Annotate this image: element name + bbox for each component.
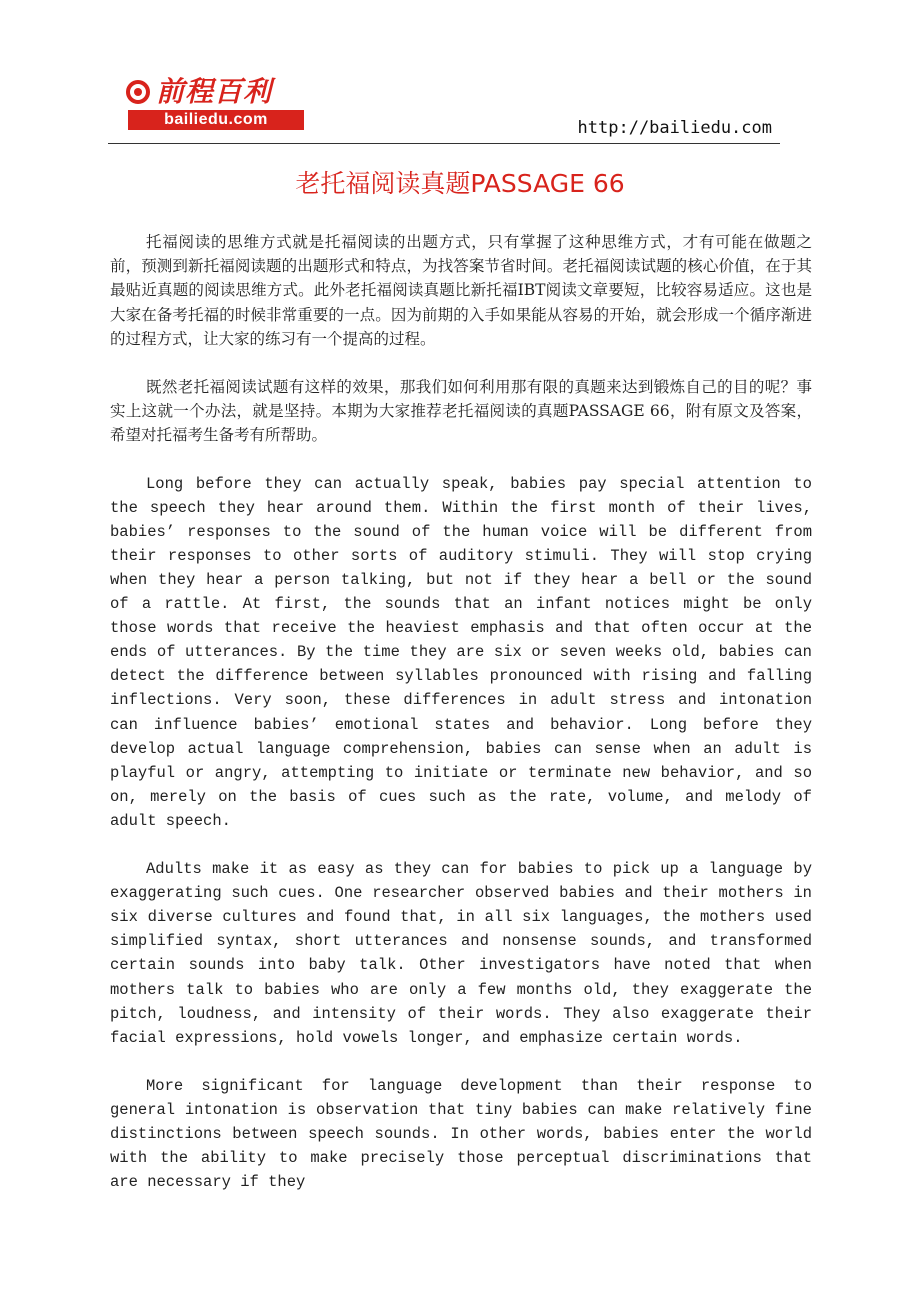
passage-paragraph-1: Long before they can actually speak, babies pay special attention to the speech they hear around them. Within the first month of their lives, babies’ responses to the sound of the human voice will be different from their responses to other sorts of auditory stimuli. They will stop crying when they hear a person talking, but not if they hear a bell or the sound of a rattle. At first, the sounds that an infant notices might be only those words that receive the heaviest emphasis and that often occur at the ends of utterances. By the time they are six or seven weeks old, babies can detect the difference between syllables pronounced with rising and falling inflections. Very soon, these differences in adult stress and intonation can influence babies’ emotional states and behavior. Long before they develop actual language comprehension, babies can sense when an adult is playful or angry, attempting to initiate or terminate new behavior, and so on, merely on the basis of cues such as the rate, volume, and melody of adult speech. (110, 474, 812, 830)
logo-top-row (126, 76, 306, 108)
intro-paragraph-2: 既然老托福阅读试题有这样的效果，那我们如何利用那有限的真题来达到锻炼自己的目的呢？事实上这就一个办法，就是坚持。本期为大家推荐老托福阅读的真题PASSAGE 66，附有原文及答案，希望对托福考生备考有所帮助。 (110, 378, 812, 445)
logo-chinese-name: 前程百利 (156, 75, 273, 108)
logo-swirl-icon (126, 80, 150, 104)
page-header (0, 0, 920, 150)
passage-paragraph-2: Adults make it as easy as they can for babies to pick up a language by exaggerating such cues. One researcher observed babies and their mothers in six diverse cultures and found that, in all six languages, the mothers used simplified syntax, short utterances and nonsense sounds, and transformed certain sounds into baby talk. Other investigators have noted that when mothers talk to babies who are only a few months old, they exaggerate the pitch, loudness, and intensity of their words. They also exaggerate their facial expressions, hold vowels longer, and emphasize certain words. (110, 860, 812, 1047)
site-url[interactable]: http://bailiedu.com (577, 118, 772, 138)
page-title: 老托福阅读真题PASSAGE 66 (295, 169, 625, 198)
article-body (110, 230, 812, 1218)
bailiedu-logo[interactable] (126, 76, 306, 132)
header-divider (108, 143, 780, 144)
passage-paragraph-3: More significant for language development than their response to general intonation is observation that tiny babies can make relatively fine distinctions between speech sounds. In other words, babies enter the world with the ability to make precisely those perceptual discriminations that are necessary if they (110, 1076, 812, 1192)
intro-paragraph-1: 托福阅读的思维方式就是托福阅读的出题方式，只有掌握了这种思维方式，才有可能在做题之前，预测到新托福阅读题的出题形式和特点，为找答案节省时间。老托福阅读试题的核心价值，在于其最贴近真题的阅读思维方式。此外老托福阅读真题比新托福IBT阅读文章要短，比较容易适应。这也是大家在备考托福的时候非常重要的一点。因为前期的入手如果能从容易的开始，就会形成一个循序渐进的过程方式，让大家的练习有一个提高的过程。 (110, 233, 812, 348)
logo-domain: bailiedu.com (128, 110, 304, 130)
